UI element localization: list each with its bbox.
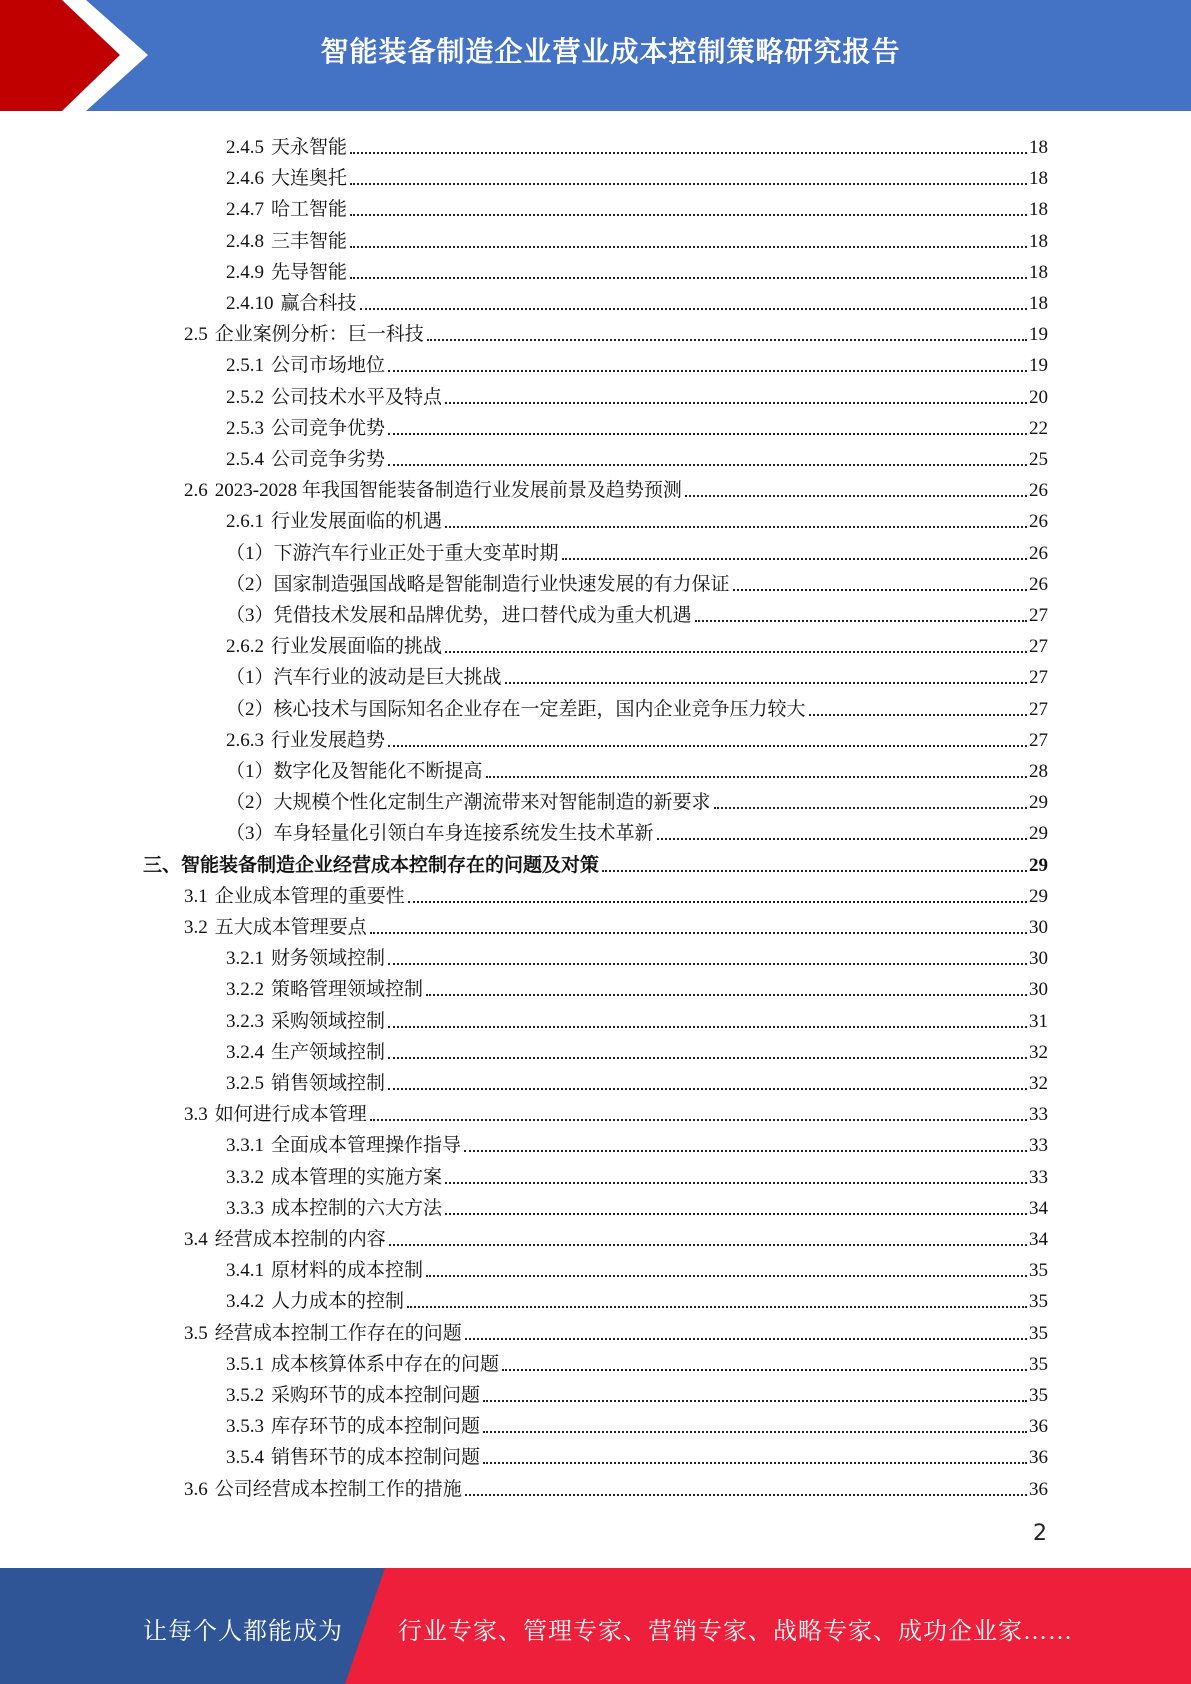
toc-entry-number: 2.5.3 bbox=[226, 417, 264, 439]
toc-entry-title bbox=[184, 917, 367, 939]
toc-entry[interactable] bbox=[226, 440, 1048, 471]
toc-dot-leader bbox=[388, 1087, 1027, 1090]
toc-entry[interactable] bbox=[226, 814, 1048, 845]
toc-entry-title bbox=[184, 1104, 367, 1126]
toc-entry-page: 26 bbox=[1029, 573, 1048, 595]
toc-entry-page: 22 bbox=[1029, 417, 1048, 439]
toc-entry-label: 成本核算体系中存在的问题 bbox=[271, 1353, 500, 1375]
toc-entry[interactable] bbox=[226, 970, 1048, 1001]
toc-entry[interactable] bbox=[226, 128, 1048, 159]
toc-dot-leader bbox=[426, 1274, 1027, 1277]
toc-entry-label: 五大成本管理要点 bbox=[214, 917, 367, 938]
toc-entry-page: 28 bbox=[1029, 761, 1048, 782]
toc-entry[interactable] bbox=[143, 846, 1048, 877]
toc-entry[interactable] bbox=[226, 534, 1048, 565]
toc-entry-number: 3.2.2 bbox=[226, 979, 264, 1001]
toc-entry[interactable] bbox=[226, 658, 1048, 689]
toc-entry[interactable] bbox=[226, 1407, 1048, 1438]
footer-slogan-left: 让每个人都能成为 bbox=[143, 1619, 343, 1645]
toc-entry-label: 行业发展面临的机遇 bbox=[271, 511, 443, 533]
toc-dot-leader bbox=[388, 962, 1027, 965]
toc-dot-leader bbox=[445, 401, 1027, 404]
toc-entry-number: 3.4.1 bbox=[226, 1260, 264, 1282]
toc-entry-title bbox=[226, 1135, 461, 1157]
toc-entry-page: 18 bbox=[1029, 168, 1048, 190]
toc-entry-label: 采购领域控制 bbox=[271, 1010, 386, 1032]
toc-entry-label: 下游汽车行业正处于重大变革时期 bbox=[273, 542, 559, 564]
toc-entry-number: 2.4.8 bbox=[226, 230, 264, 252]
toc-entry-page: 27 bbox=[1029, 667, 1048, 689]
toc-dot-leader bbox=[505, 681, 1027, 684]
toc-dot-leader bbox=[657, 837, 1027, 840]
toc-entry-number: 2.4.10 bbox=[226, 293, 274, 314]
toc-entry[interactable] bbox=[184, 471, 1048, 502]
toc-entry-number: 3.5.3 bbox=[226, 1416, 264, 1438]
toc-dot-leader bbox=[809, 713, 1027, 716]
toc-entry-title bbox=[226, 1011, 385, 1033]
toc-dot-leader bbox=[445, 1212, 1027, 1215]
toc-entry-title bbox=[226, 605, 692, 627]
toc-entry-number: 2.6.3 bbox=[226, 729, 264, 751]
toc-entry[interactable] bbox=[226, 752, 1048, 783]
toc-dot-leader bbox=[465, 1493, 1027, 1496]
toc-dot-leader bbox=[486, 775, 1027, 778]
toc-entry-number: 3.1 bbox=[184, 885, 208, 907]
toc-entry-title bbox=[184, 1229, 386, 1251]
toc-entry-label: 全面成本管理操作指导 bbox=[271, 1135, 462, 1157]
toc-dot-leader bbox=[483, 1399, 1027, 1402]
toc-entry-page: 36 bbox=[1029, 1447, 1048, 1469]
toc-entry-page: 19 bbox=[1029, 324, 1048, 346]
toc-entry-title bbox=[226, 667, 502, 689]
toc-entry-page: 30 bbox=[1029, 979, 1048, 1001]
toc-entry-label: 销售领域控制 bbox=[271, 1073, 386, 1094]
toc-entry-page: 26 bbox=[1029, 480, 1048, 502]
toc-dot-leader bbox=[350, 151, 1027, 154]
toc-entry-label: 企业成本管理的重要性 bbox=[214, 885, 405, 907]
toc-dot-leader bbox=[350, 213, 1027, 216]
toc-entry-title bbox=[226, 511, 442, 533]
toc-entry[interactable] bbox=[184, 908, 1048, 939]
toc-dot-leader bbox=[370, 1118, 1027, 1121]
toc-entry-title bbox=[143, 855, 599, 877]
header-arrow-icon bbox=[0, 0, 160, 111]
toc-dot-leader bbox=[685, 494, 1027, 497]
toc-entry[interactable] bbox=[226, 1376, 1048, 1407]
toc-entry[interactable] bbox=[226, 1438, 1048, 1469]
toc-entry-label: 行业发展趋势 bbox=[271, 729, 386, 751]
toc-entry-page: 27 bbox=[1029, 729, 1048, 751]
toc-entry-title bbox=[226, 543, 559, 565]
toc-entry-title bbox=[226, 699, 806, 721]
toc-entry-label: 三丰智能 bbox=[271, 230, 348, 252]
toc-dot-leader bbox=[465, 1337, 1027, 1340]
toc-entry-number: 2.6.2 bbox=[226, 636, 264, 658]
toc-entry[interactable] bbox=[226, 1282, 1048, 1313]
toc-entry-title bbox=[184, 324, 424, 346]
toc-dot-leader bbox=[388, 432, 1027, 435]
toc-entry-label: 大规模个性化定制生产潮流带来对智能制造的新要求 bbox=[273, 792, 711, 814]
page-footer bbox=[0, 1568, 1191, 1684]
toc-entry-label: 经营成本控制工作存在的问题 bbox=[214, 1322, 462, 1344]
toc-entry-page: 35 bbox=[1029, 1322, 1048, 1344]
toc-entry[interactable] bbox=[184, 1095, 1048, 1126]
toc-entry-page: 36 bbox=[1029, 1478, 1048, 1500]
toc-entry-title bbox=[184, 1479, 462, 1501]
toc-dot-leader bbox=[388, 463, 1027, 466]
toc-entry-page: 29 bbox=[1029, 792, 1048, 814]
toc-entry-label: 先导智能 bbox=[271, 261, 348, 283]
toc-dot-leader bbox=[445, 650, 1027, 653]
toc-entry-number: 2.6 bbox=[184, 480, 208, 502]
toc-entry-label: 财务领域控制 bbox=[271, 948, 386, 970]
toc-entry-title bbox=[226, 355, 385, 377]
toc-entry-number: 3.2 bbox=[184, 917, 208, 938]
toc-entry-number: 2.5.4 bbox=[226, 449, 264, 470]
toc-entry-number: 三、 bbox=[143, 854, 182, 876]
toc-entry-label: 公司经营成本控制工作的措施 bbox=[214, 1478, 462, 1500]
toc-entry-title bbox=[226, 823, 654, 845]
toc-entry[interactable] bbox=[184, 877, 1048, 908]
toc-dot-leader bbox=[602, 869, 1027, 872]
toc-entry-title bbox=[226, 636, 442, 658]
toc-entry-title bbox=[226, 168, 347, 190]
toc-entry[interactable] bbox=[226, 1064, 1048, 1095]
toc-entry-page: 35 bbox=[1029, 1385, 1048, 1406]
toc-entry-page: 36 bbox=[1029, 1416, 1048, 1438]
toc-entry-number: 3.6 bbox=[184, 1478, 208, 1500]
toc-entry-page: 18 bbox=[1029, 199, 1048, 221]
toc-entry-label: 库存环节的成本控制问题 bbox=[271, 1416, 481, 1438]
toc-entry-title bbox=[226, 1416, 480, 1438]
toc-entry-number: 3.5.4 bbox=[226, 1447, 264, 1469]
toc-entry-label: 核心技术与国际知名企业存在一定差距，国内企业竞争压力较大 bbox=[273, 698, 806, 720]
toc-entry[interactable] bbox=[226, 1002, 1048, 1033]
toc-entry[interactable] bbox=[226, 1033, 1048, 1064]
toc-entry-title bbox=[226, 1198, 442, 1220]
toc-entry-page: 33 bbox=[1029, 1104, 1048, 1126]
toc-dot-leader bbox=[427, 338, 1027, 341]
toc-entry-number: 3.3.3 bbox=[226, 1197, 264, 1219]
toc-dot-leader bbox=[464, 1149, 1027, 1152]
toc-dot-leader bbox=[407, 1305, 1027, 1308]
page-number: 2 bbox=[1033, 1521, 1047, 1546]
toc-entry-number: 3.3.2 bbox=[226, 1166, 264, 1188]
toc-dot-leader bbox=[408, 900, 1027, 903]
toc-dot-leader bbox=[370, 931, 1027, 934]
toc-entry-label: 2023-2028 年我国智能装备制造行业发展前景及趋势预测 bbox=[214, 480, 682, 502]
toc-entry[interactable] bbox=[226, 783, 1048, 814]
toc-entry[interactable] bbox=[226, 284, 1048, 315]
toc-entry-number: 3.2.1 bbox=[226, 948, 264, 970]
toc-entry-title bbox=[226, 761, 483, 783]
toc-entry-label: 天永智能 bbox=[271, 137, 348, 158]
toc-entry-label: 哈工智能 bbox=[271, 199, 348, 221]
toc-entry-label: 公司竞争优势 bbox=[271, 417, 386, 439]
toc-entry[interactable] bbox=[184, 1314, 1048, 1345]
toc-entry-title bbox=[226, 574, 730, 596]
toc-entry-number: 3.2.4 bbox=[226, 1041, 264, 1063]
toc-entry-title bbox=[226, 1042, 385, 1064]
toc-entry-label: 行业发展面临的挑战 bbox=[271, 636, 443, 658]
toc-entry-page: 27 bbox=[1029, 636, 1048, 658]
toc-entry-page: 26 bbox=[1029, 542, 1048, 564]
toc-dot-leader bbox=[483, 1461, 1027, 1464]
toc-entry-page: 31 bbox=[1029, 1010, 1048, 1032]
toc-entry-number: 2.5.2 bbox=[226, 386, 264, 408]
toc-entry[interactable] bbox=[184, 1220, 1048, 1251]
toc-entry-number: 3.4 bbox=[184, 1229, 208, 1250]
toc-entry[interactable] bbox=[226, 690, 1048, 721]
toc-entry-title bbox=[226, 1167, 442, 1189]
toc-entry-title bbox=[226, 1354, 499, 1376]
toc-entry-title bbox=[226, 137, 347, 159]
toc-entry-page: 35 bbox=[1029, 1260, 1048, 1282]
toc-entry-label: 销售环节的成本控制问题 bbox=[271, 1447, 481, 1469]
toc-entry-title bbox=[226, 262, 347, 284]
toc-dot-leader bbox=[502, 1368, 1027, 1371]
report-title: 智能装备制造企业营业成本控制策略研究报告 bbox=[320, 35, 901, 68]
toc-entry-number: 3.5.2 bbox=[226, 1385, 264, 1406]
toc-entry-title bbox=[226, 979, 423, 1001]
toc-dot-leader bbox=[733, 588, 1027, 591]
toc-entry-number: （2） bbox=[226, 698, 274, 720]
toc-dot-leader bbox=[426, 993, 1027, 996]
toc-entry-number: 3.4.2 bbox=[226, 1291, 264, 1313]
toc-entry[interactable] bbox=[226, 1126, 1048, 1157]
toc-entry-label: 赢合科技 bbox=[280, 293, 357, 314]
toc-entry-page: 33 bbox=[1029, 1135, 1048, 1157]
toc-entry-label: 经营成本控制的内容 bbox=[214, 1229, 386, 1250]
toc-entry-number: 3.2.5 bbox=[226, 1073, 264, 1094]
toc-entry-page: 35 bbox=[1029, 1291, 1048, 1313]
toc-entry-page: 18 bbox=[1029, 261, 1048, 283]
toc-entry-page: 32 bbox=[1029, 1041, 1048, 1063]
toc-entry-page: 30 bbox=[1029, 917, 1048, 938]
toc-entry-number: 2.4.5 bbox=[226, 137, 264, 158]
footer-slogan-right: 行业专家、管理专家、营销专家、战略专家、成功企业家…… bbox=[398, 1619, 1073, 1645]
toc-entry-label: 如何进行成本管理 bbox=[214, 1104, 367, 1126]
toc-dot-leader bbox=[350, 276, 1027, 279]
toc-entry[interactable] bbox=[226, 159, 1048, 190]
toc-entry[interactable] bbox=[226, 378, 1048, 409]
toc-dot-leader bbox=[714, 806, 1027, 809]
toc-entry-title bbox=[226, 293, 357, 315]
toc-entry-title bbox=[226, 730, 385, 752]
toc-entry-label: 人力成本的控制 bbox=[271, 1291, 405, 1313]
toc-entry-number: 2.6.1 bbox=[226, 511, 264, 533]
toc-entry[interactable] bbox=[226, 409, 1048, 440]
toc-entry-number: 3.5.1 bbox=[226, 1353, 264, 1375]
toc-dot-leader bbox=[445, 525, 1027, 528]
toc-entry-page: 18 bbox=[1029, 230, 1048, 252]
toc-dot-leader bbox=[350, 182, 1027, 185]
toc-dot-leader bbox=[562, 557, 1027, 560]
toc-entry-number: （3） bbox=[226, 823, 274, 845]
toc-entry-label: 公司竞争劣势 bbox=[271, 449, 386, 470]
toc-entry-page: 27 bbox=[1029, 605, 1048, 626]
toc-entry[interactable] bbox=[226, 1189, 1048, 1220]
toc-dot-leader bbox=[388, 369, 1027, 372]
toc-entry-page: 18 bbox=[1029, 293, 1048, 314]
toc-entry-label: 成本管理的实施方案 bbox=[271, 1166, 443, 1188]
toc-entry-page: 18 bbox=[1029, 137, 1048, 158]
toc-entry-label: 成本控制的六大方法 bbox=[271, 1197, 443, 1219]
toc-entry[interactable] bbox=[184, 1470, 1048, 1501]
toc-dot-leader bbox=[350, 245, 1027, 248]
toc-entry-label: 策略管理领域控制 bbox=[271, 979, 424, 1001]
toc-entry-page: 30 bbox=[1029, 948, 1048, 970]
toc-entry-number: 3.3 bbox=[184, 1104, 208, 1126]
toc-entry-title bbox=[226, 449, 385, 471]
toc-entry-label: 汽车行业的波动是巨大挑战 bbox=[273, 667, 502, 689]
toc-entry-number: （2） bbox=[226, 792, 274, 814]
toc-entry[interactable] bbox=[226, 565, 1048, 596]
toc-entry-page: 34 bbox=[1029, 1229, 1048, 1250]
toc-entry[interactable] bbox=[226, 939, 1048, 970]
toc-entry-label: 凭借技术发展和品牌优势，进口替代成为重大机遇 bbox=[273, 605, 692, 626]
toc-entry-page: 25 bbox=[1029, 449, 1048, 470]
toc-entry-number: （1） bbox=[226, 761, 274, 782]
toc-entry[interactable] bbox=[226, 502, 1048, 533]
toc-entry-title bbox=[226, 231, 347, 253]
toc-entry[interactable] bbox=[226, 222, 1048, 253]
toc-entry-number: （1） bbox=[226, 667, 274, 689]
toc-entry-number: （2） bbox=[226, 573, 274, 595]
toc-entry-title bbox=[226, 418, 385, 440]
toc-entry-title bbox=[226, 1447, 480, 1469]
toc-entry[interactable] bbox=[226, 1251, 1048, 1282]
toc-entry-title bbox=[184, 480, 682, 502]
toc-entry-number: （3） bbox=[226, 605, 274, 626]
toc-entry[interactable] bbox=[226, 190, 1048, 221]
toc-dot-leader bbox=[360, 307, 1027, 310]
toc-entry-page: 29 bbox=[1029, 885, 1048, 907]
toc-entry-page: 34 bbox=[1029, 1197, 1048, 1219]
toc-entry-title bbox=[226, 948, 385, 970]
toc-entry-number: 3.2.3 bbox=[226, 1010, 264, 1032]
toc-entry[interactable] bbox=[226, 721, 1048, 752]
toc-entry[interactable] bbox=[184, 315, 1048, 346]
toc-entry-title bbox=[226, 1291, 404, 1313]
toc-entry-label: 公司市场地位 bbox=[271, 355, 386, 377]
toc-entry-page: 32 bbox=[1029, 1073, 1048, 1094]
toc-entry-number: （1） bbox=[226, 542, 274, 564]
toc-entry-title bbox=[184, 1323, 462, 1345]
toc-entry-label: 公司技术水平及特点 bbox=[271, 386, 443, 408]
toc-entry[interactable] bbox=[226, 1345, 1048, 1376]
toc-entry-title bbox=[226, 792, 711, 814]
toc-entry-title bbox=[226, 1073, 385, 1095]
toc-dot-leader bbox=[483, 1430, 1027, 1433]
toc-entry-label: 生产领域控制 bbox=[271, 1041, 386, 1063]
toc-entry-number: 3.3.1 bbox=[226, 1135, 264, 1157]
toc-entry[interactable] bbox=[226, 346, 1048, 377]
toc-entry-page: 35 bbox=[1029, 1353, 1048, 1375]
toc-entry-number: 2.4.6 bbox=[226, 168, 264, 190]
page-header bbox=[0, 0, 1191, 111]
toc-entry-label: 大连奥托 bbox=[271, 168, 348, 190]
toc-entry[interactable] bbox=[226, 253, 1048, 284]
toc-entry-number: 2.4.9 bbox=[226, 261, 264, 283]
toc-entry-page: 29 bbox=[1029, 854, 1048, 876]
toc-entry-page: 27 bbox=[1029, 698, 1048, 720]
toc-entry-title bbox=[226, 1260, 423, 1282]
toc-entry-number: 2.5.1 bbox=[226, 355, 264, 377]
toc-entry[interactable] bbox=[226, 1158, 1048, 1189]
toc-entry-label: 原材料的成本控制 bbox=[271, 1260, 424, 1282]
toc-entry-page: 20 bbox=[1029, 386, 1048, 408]
toc-entry-page: 33 bbox=[1029, 1166, 1048, 1188]
toc-dot-leader bbox=[388, 1056, 1027, 1059]
toc-entry-title bbox=[226, 199, 347, 221]
toc-entry-page: 29 bbox=[1029, 823, 1048, 845]
toc-dot-leader bbox=[388, 1025, 1027, 1028]
toc-entry-label: 采购环节的成本控制问题 bbox=[271, 1385, 481, 1406]
toc-entry-label: 智能装备制造企业经营成本控制存在的问题及对策 bbox=[181, 854, 600, 876]
toc-dot-leader bbox=[388, 744, 1027, 747]
toc-entry-page: 19 bbox=[1029, 355, 1048, 377]
toc-entry-label: 企业案例分析：巨一科技 bbox=[214, 324, 424, 346]
toc-dot-leader bbox=[389, 1243, 1027, 1246]
toc-entry-label: 国家制造强国战略是智能制造行业快速发展的有力保证 bbox=[273, 573, 730, 595]
toc-entry-label: 车身轻量化引领白车身连接系统发生技术革新 bbox=[273, 823, 654, 845]
toc-dot-leader bbox=[445, 1181, 1027, 1184]
toc-entry-number: 3.5 bbox=[184, 1322, 208, 1344]
toc-entry[interactable] bbox=[226, 627, 1048, 658]
toc-entry-title bbox=[226, 1385, 480, 1407]
toc-entry-title bbox=[226, 387, 442, 409]
toc-entry-number: 2.4.7 bbox=[226, 199, 264, 221]
toc-entry-page: 26 bbox=[1029, 511, 1048, 533]
toc-entry-label: 数字化及智能化不断提高 bbox=[273, 761, 483, 782]
toc-entry-number: 2.5 bbox=[184, 324, 208, 346]
toc-entry[interactable] bbox=[226, 596, 1048, 627]
toc-dot-leader bbox=[695, 619, 1027, 622]
toc-entry-title bbox=[184, 886, 405, 908]
